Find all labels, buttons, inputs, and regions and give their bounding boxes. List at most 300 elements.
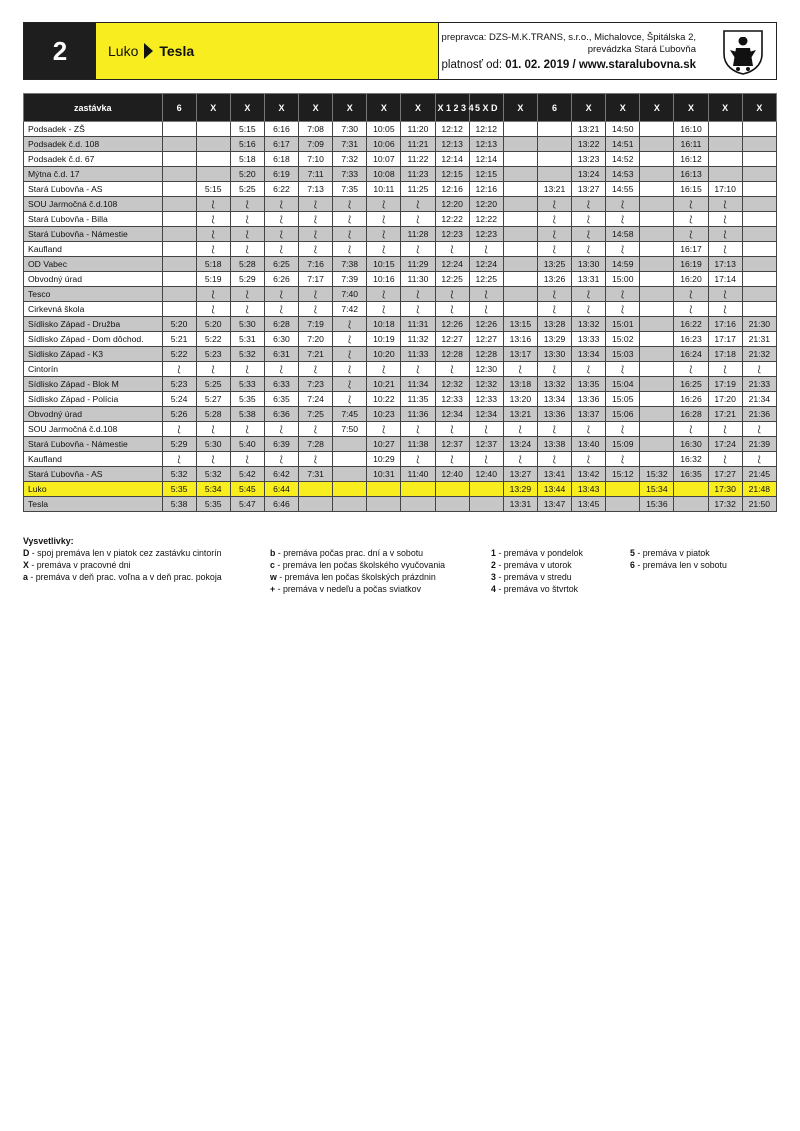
time-cell: ⟅ bbox=[196, 242, 230, 257]
time-cell bbox=[742, 242, 776, 257]
time-cell: 12:23 bbox=[435, 227, 469, 242]
stop-name: Stará Ľubovňa - AS bbox=[24, 467, 163, 482]
time-cell bbox=[503, 257, 537, 272]
time-cell: ⟅ bbox=[606, 287, 640, 302]
legend-item: w - premáva len počas školských prázdnin bbox=[270, 572, 436, 582]
time-cell: ⟅ bbox=[572, 302, 606, 317]
stop-name: SOU Jarmočná č.d.108 bbox=[24, 422, 163, 437]
time-cell: 7:38 bbox=[333, 257, 367, 272]
time-cell: ⟅ bbox=[606, 452, 640, 467]
stop-name: Cirkevná škola bbox=[24, 302, 163, 317]
time-cell: 16:13 bbox=[674, 167, 708, 182]
time-cell: 7:09 bbox=[299, 137, 333, 152]
legend-title: Vysvetlivky: bbox=[23, 536, 74, 546]
column-header-trip: X bbox=[264, 94, 298, 122]
time-cell: 7:31 bbox=[333, 137, 367, 152]
time-cell bbox=[503, 152, 537, 167]
time-cell: 12:37 bbox=[469, 437, 503, 452]
time-cell: ⟅ bbox=[435, 452, 469, 467]
time-cell: 12:20 bbox=[469, 197, 503, 212]
time-cell: 5:35 bbox=[162, 482, 196, 497]
time-cell: ⟅ bbox=[537, 287, 571, 302]
time-cell: ⟅ bbox=[572, 197, 606, 212]
time-cell: 7:45 bbox=[333, 407, 367, 422]
time-cell: 16:30 bbox=[674, 437, 708, 452]
time-cell bbox=[708, 137, 742, 152]
column-header-trip: X bbox=[299, 94, 333, 122]
time-cell bbox=[640, 182, 674, 197]
time-cell: 12:27 bbox=[469, 332, 503, 347]
time-cell: 7:28 bbox=[299, 437, 333, 452]
time-cell bbox=[503, 137, 537, 152]
table-row bbox=[24, 197, 777, 212]
time-cell: 5:28 bbox=[196, 407, 230, 422]
time-cell bbox=[640, 362, 674, 377]
time-cell: 16:23 bbox=[674, 332, 708, 347]
time-cell: 5:25 bbox=[196, 377, 230, 392]
time-cell bbox=[640, 407, 674, 422]
time-cell: 7:10 bbox=[299, 152, 333, 167]
time-cell: 13:32 bbox=[537, 377, 571, 392]
column-header-trip: X bbox=[640, 94, 674, 122]
time-cell bbox=[503, 227, 537, 242]
table-row bbox=[24, 287, 777, 302]
time-cell bbox=[537, 122, 571, 137]
time-cell: ⟅ bbox=[333, 227, 367, 242]
time-cell: 12:14 bbox=[435, 152, 469, 167]
time-cell: 11:28 bbox=[401, 227, 435, 242]
time-cell bbox=[742, 122, 776, 137]
time-cell: 5:15 bbox=[230, 122, 264, 137]
time-cell: ⟅ bbox=[264, 242, 298, 257]
column-header-trip: X bbox=[742, 94, 776, 122]
time-cell: ⟅ bbox=[401, 287, 435, 302]
time-cell: 11:29 bbox=[401, 257, 435, 272]
time-cell: 7:21 bbox=[299, 347, 333, 362]
time-cell: ⟅ bbox=[401, 302, 435, 317]
time-cell: 12:13 bbox=[435, 137, 469, 152]
time-cell: 12:16 bbox=[469, 182, 503, 197]
time-cell: ⟅ bbox=[674, 422, 708, 437]
time-cell: ⟅ bbox=[469, 242, 503, 257]
time-cell bbox=[640, 197, 674, 212]
time-cell bbox=[333, 467, 367, 482]
column-header-trip: X bbox=[367, 94, 401, 122]
time-cell: 16:24 bbox=[674, 347, 708, 362]
time-cell bbox=[640, 377, 674, 392]
time-cell: 16:26 bbox=[674, 392, 708, 407]
operator-info bbox=[438, 23, 776, 79]
table-row bbox=[24, 377, 777, 392]
table-row bbox=[24, 437, 777, 452]
table-row bbox=[24, 347, 777, 362]
time-cell: ⟅ bbox=[299, 197, 333, 212]
time-cell: ⟅ bbox=[572, 242, 606, 257]
time-cell: ⟅ bbox=[230, 302, 264, 317]
time-cell: 5:19 bbox=[196, 272, 230, 287]
time-cell: 11:36 bbox=[401, 407, 435, 422]
time-cell: ⟅ bbox=[435, 362, 469, 377]
time-cell: 13:30 bbox=[537, 347, 571, 362]
time-cell: 16:35 bbox=[674, 467, 708, 482]
time-cell bbox=[742, 227, 776, 242]
stop-name: Sídlisko Západ - K3 bbox=[24, 347, 163, 362]
table-row bbox=[24, 482, 777, 497]
time-cell: 15:01 bbox=[606, 317, 640, 332]
time-cell: ⟅ bbox=[537, 227, 571, 242]
time-cell: ⟅ bbox=[435, 242, 469, 257]
time-cell bbox=[162, 257, 196, 272]
time-cell: 6:35 bbox=[264, 392, 298, 407]
time-cell: 11:25 bbox=[401, 182, 435, 197]
stop-name: Stará Ľubovňa - Námestie bbox=[24, 437, 163, 452]
time-cell: ⟅ bbox=[162, 422, 196, 437]
time-cell: ⟅ bbox=[299, 362, 333, 377]
time-cell: 5:18 bbox=[230, 152, 264, 167]
time-cell: 5:22 bbox=[196, 332, 230, 347]
time-cell: 13:21 bbox=[572, 122, 606, 137]
time-cell: 5:30 bbox=[230, 317, 264, 332]
time-cell: 10:15 bbox=[367, 257, 401, 272]
time-cell bbox=[162, 287, 196, 302]
time-cell: 5:16 bbox=[230, 137, 264, 152]
time-cell: 15:09 bbox=[606, 437, 640, 452]
time-cell: 13:16 bbox=[503, 332, 537, 347]
column-header-stop: zastávka bbox=[24, 94, 163, 122]
time-cell bbox=[162, 152, 196, 167]
stop-name: Sídlisko Západ - Blok M bbox=[24, 377, 163, 392]
time-cell bbox=[606, 497, 640, 512]
time-cell: 5:20 bbox=[196, 317, 230, 332]
timetable-header bbox=[23, 22, 777, 80]
time-cell: ⟅ bbox=[435, 302, 469, 317]
time-cell: 5:40 bbox=[230, 437, 264, 452]
time-cell: 11:33 bbox=[401, 347, 435, 362]
time-cell: 12:33 bbox=[469, 392, 503, 407]
time-cell: 12:12 bbox=[435, 122, 469, 137]
time-cell: 21:33 bbox=[742, 377, 776, 392]
time-cell: ⟅ bbox=[503, 422, 537, 437]
time-cell: 13:34 bbox=[537, 392, 571, 407]
time-cell bbox=[196, 167, 230, 182]
stop-name: Kaufland bbox=[24, 452, 163, 467]
time-cell: 10:23 bbox=[367, 407, 401, 422]
time-cell: 16:17 bbox=[674, 242, 708, 257]
time-cell: 13:24 bbox=[572, 167, 606, 182]
time-cell bbox=[503, 302, 537, 317]
time-cell: ⟅ bbox=[537, 242, 571, 257]
coat-of-arms-icon bbox=[720, 28, 766, 76]
time-cell: 12:34 bbox=[469, 407, 503, 422]
time-cell: 13:15 bbox=[503, 317, 537, 332]
time-cell bbox=[401, 497, 435, 512]
time-cell: 6:17 bbox=[264, 137, 298, 152]
time-cell: 13:45 bbox=[572, 497, 606, 512]
table-row bbox=[24, 452, 777, 467]
stop-name: Sídlisko Západ - Polícia bbox=[24, 392, 163, 407]
time-cell: ⟅ bbox=[333, 197, 367, 212]
route-title bbox=[96, 23, 438, 79]
time-cell: 6:36 bbox=[264, 407, 298, 422]
time-cell: ⟅ bbox=[367, 422, 401, 437]
time-cell: ⟅ bbox=[537, 302, 571, 317]
stop-name: Cintorín bbox=[24, 362, 163, 377]
stop-name: Podsadek - ZŠ bbox=[24, 122, 163, 137]
time-cell bbox=[708, 167, 742, 182]
time-cell: 15:06 bbox=[606, 407, 640, 422]
column-header-trip: X bbox=[674, 94, 708, 122]
time-cell: 13:34 bbox=[572, 347, 606, 362]
time-cell: ⟅ bbox=[708, 362, 742, 377]
table-row bbox=[24, 497, 777, 512]
time-cell: 13:30 bbox=[572, 257, 606, 272]
table-row bbox=[24, 137, 777, 152]
time-cell bbox=[674, 482, 708, 497]
time-cell: 6:18 bbox=[264, 152, 298, 167]
time-cell bbox=[742, 302, 776, 317]
time-cell: 6:16 bbox=[264, 122, 298, 137]
time-cell: ⟅ bbox=[606, 197, 640, 212]
time-cell: 6:31 bbox=[264, 347, 298, 362]
time-cell: 5:28 bbox=[230, 257, 264, 272]
time-cell: ⟅ bbox=[299, 212, 333, 227]
stop-name: Kaufland bbox=[24, 242, 163, 257]
time-cell bbox=[640, 302, 674, 317]
time-cell bbox=[333, 482, 367, 497]
time-cell bbox=[333, 437, 367, 452]
time-cell: 7:35 bbox=[333, 182, 367, 197]
time-cell: 13:22 bbox=[572, 137, 606, 152]
time-cell bbox=[606, 482, 640, 497]
time-cell bbox=[640, 422, 674, 437]
time-cell: 7:31 bbox=[299, 467, 333, 482]
time-cell: 21:32 bbox=[742, 347, 776, 362]
time-cell: 12:24 bbox=[469, 257, 503, 272]
time-cell: 7:39 bbox=[333, 272, 367, 287]
time-cell bbox=[742, 182, 776, 197]
time-cell: 11:38 bbox=[401, 437, 435, 452]
time-cell bbox=[503, 122, 537, 137]
time-cell: ⟅ bbox=[299, 227, 333, 242]
time-cell: 13:40 bbox=[572, 437, 606, 452]
time-cell: ⟅ bbox=[572, 362, 606, 377]
time-cell: ⟅ bbox=[162, 452, 196, 467]
time-cell: ⟅ bbox=[401, 197, 435, 212]
time-cell: ⟅ bbox=[708, 227, 742, 242]
table-row bbox=[24, 167, 777, 182]
time-cell: 7:19 bbox=[299, 317, 333, 332]
time-cell: 12:12 bbox=[469, 122, 503, 137]
time-cell: ⟅ bbox=[606, 212, 640, 227]
time-cell: 14:50 bbox=[606, 122, 640, 137]
time-cell bbox=[742, 272, 776, 287]
time-cell: 16:15 bbox=[674, 182, 708, 197]
time-cell: 5:26 bbox=[162, 407, 196, 422]
time-cell: 5:42 bbox=[230, 467, 264, 482]
time-cell: ⟅ bbox=[674, 362, 708, 377]
time-cell: 7:13 bbox=[299, 182, 333, 197]
time-cell bbox=[708, 122, 742, 137]
column-header-trip: X bbox=[401, 94, 435, 122]
legend-item: c - premáva len počas školského vyučovania bbox=[270, 560, 446, 570]
time-cell: ⟅ bbox=[674, 302, 708, 317]
table-row bbox=[24, 317, 777, 332]
legend-item: 5 - premáva v piatok bbox=[630, 548, 710, 558]
time-cell: 5:29 bbox=[230, 272, 264, 287]
time-cell: 5:23 bbox=[196, 347, 230, 362]
time-cell: 13:35 bbox=[572, 377, 606, 392]
time-cell: 5:32 bbox=[162, 467, 196, 482]
time-cell bbox=[640, 152, 674, 167]
time-cell: ⟅ bbox=[367, 212, 401, 227]
time-cell bbox=[742, 257, 776, 272]
time-cell bbox=[299, 497, 333, 512]
time-cell: ⟅ bbox=[230, 197, 264, 212]
time-cell: 16:10 bbox=[674, 122, 708, 137]
time-cell: ⟅ bbox=[333, 317, 367, 332]
table-row bbox=[24, 122, 777, 137]
table-row bbox=[24, 332, 777, 347]
time-cell bbox=[503, 272, 537, 287]
time-cell: 12:13 bbox=[469, 137, 503, 152]
time-cell bbox=[537, 152, 571, 167]
time-cell: ⟅ bbox=[742, 362, 776, 377]
time-cell: ⟅ bbox=[230, 212, 264, 227]
time-cell: 17:19 bbox=[708, 377, 742, 392]
time-cell: 13:17 bbox=[503, 347, 537, 362]
time-cell: 13:31 bbox=[503, 497, 537, 512]
time-cell: 12:28 bbox=[435, 347, 469, 362]
time-cell: 5:23 bbox=[162, 377, 196, 392]
time-cell: ⟅ bbox=[606, 242, 640, 257]
column-header-trip: X bbox=[230, 94, 264, 122]
time-cell: 13:41 bbox=[537, 467, 571, 482]
time-cell: 5:20 bbox=[230, 167, 264, 182]
time-cell bbox=[742, 197, 776, 212]
time-cell: 10:11 bbox=[367, 182, 401, 197]
time-cell: 6:22 bbox=[264, 182, 298, 197]
time-cell: 11:30 bbox=[401, 272, 435, 287]
time-cell: ⟅ bbox=[333, 392, 367, 407]
time-cell: 13:32 bbox=[572, 317, 606, 332]
time-cell: ⟅ bbox=[299, 302, 333, 317]
time-cell: 12:40 bbox=[435, 467, 469, 482]
time-cell bbox=[708, 152, 742, 167]
time-cell: ⟅ bbox=[401, 242, 435, 257]
time-cell: 14:59 bbox=[606, 257, 640, 272]
time-cell: ⟅ bbox=[367, 242, 401, 257]
time-cell: ⟅ bbox=[503, 452, 537, 467]
time-cell: ⟅ bbox=[401, 212, 435, 227]
time-cell bbox=[640, 257, 674, 272]
time-cell bbox=[640, 332, 674, 347]
legend-item: X - premáva v pracovné dni bbox=[23, 560, 131, 570]
time-cell: 11:23 bbox=[401, 167, 435, 182]
time-cell: ⟅ bbox=[742, 452, 776, 467]
operator-line2: prevádzka Stará Ľubovňa bbox=[587, 44, 696, 55]
time-cell bbox=[162, 137, 196, 152]
route-to: Tesla bbox=[159, 43, 195, 59]
time-cell: 10:06 bbox=[367, 137, 401, 152]
column-header-trip: 6 bbox=[537, 94, 571, 122]
time-cell: 6:19 bbox=[264, 167, 298, 182]
time-cell: 12:32 bbox=[469, 377, 503, 392]
time-cell: 12:34 bbox=[435, 407, 469, 422]
route-from: Luko bbox=[108, 43, 139, 59]
time-cell: ⟅ bbox=[196, 227, 230, 242]
time-cell: ⟅ bbox=[708, 452, 742, 467]
arrow-right-icon bbox=[144, 43, 153, 59]
time-cell: 12:24 bbox=[435, 257, 469, 272]
legend-item: 3 - premáva v stredu bbox=[491, 572, 572, 582]
column-header-trip: X bbox=[606, 94, 640, 122]
time-cell: ⟅ bbox=[299, 422, 333, 437]
time-cell: 7:42 bbox=[333, 302, 367, 317]
time-cell: 17:10 bbox=[708, 182, 742, 197]
time-cell: 7:40 bbox=[333, 287, 367, 302]
table-row bbox=[24, 182, 777, 197]
time-cell: ⟅ bbox=[264, 197, 298, 212]
time-cell: 21:34 bbox=[742, 392, 776, 407]
time-cell: 7:33 bbox=[333, 167, 367, 182]
time-cell bbox=[537, 137, 571, 152]
time-cell: ⟅ bbox=[230, 227, 264, 242]
time-cell: ⟅ bbox=[367, 287, 401, 302]
time-cell: 7:23 bbox=[299, 377, 333, 392]
time-cell: 11:40 bbox=[401, 467, 435, 482]
time-cell: ⟅ bbox=[333, 212, 367, 227]
table-row bbox=[24, 302, 777, 317]
legend-item: + - premáva v nedeľu a počas sviatkov bbox=[270, 584, 421, 594]
time-cell: ⟅ bbox=[537, 212, 571, 227]
time-cell: ⟅ bbox=[503, 362, 537, 377]
time-cell: ⟅ bbox=[230, 452, 264, 467]
time-cell bbox=[469, 482, 503, 497]
time-cell: 13:25 bbox=[537, 257, 571, 272]
time-cell: 11:20 bbox=[401, 122, 435, 137]
time-cell bbox=[503, 212, 537, 227]
time-cell: ⟅ bbox=[196, 302, 230, 317]
table-row bbox=[24, 422, 777, 437]
time-cell: 11:21 bbox=[401, 137, 435, 152]
time-cell: 12:15 bbox=[469, 167, 503, 182]
table-row bbox=[24, 467, 777, 482]
time-cell: 12:28 bbox=[469, 347, 503, 362]
time-cell bbox=[742, 137, 776, 152]
time-cell bbox=[162, 227, 196, 242]
time-cell: 13:36 bbox=[572, 392, 606, 407]
time-cell: 5:33 bbox=[230, 377, 264, 392]
stop-name: Sídlisko Západ - Družba bbox=[24, 317, 163, 332]
table-row bbox=[24, 227, 777, 242]
time-cell: 12:30 bbox=[469, 362, 503, 377]
time-cell: 5:21 bbox=[162, 332, 196, 347]
time-cell: ⟅ bbox=[264, 227, 298, 242]
table-row bbox=[24, 392, 777, 407]
time-cell: 15:03 bbox=[606, 347, 640, 362]
time-cell: 7:20 bbox=[299, 332, 333, 347]
time-cell: 7:16 bbox=[299, 257, 333, 272]
time-cell: 15:04 bbox=[606, 377, 640, 392]
column-header-trip: X 1 2 3 4 bbox=[435, 94, 469, 122]
time-cell: ⟅ bbox=[367, 197, 401, 212]
time-cell bbox=[162, 272, 196, 287]
time-cell: 13:20 bbox=[503, 392, 537, 407]
time-cell bbox=[640, 317, 674, 332]
time-cell: 7:32 bbox=[333, 152, 367, 167]
time-cell: 10:19 bbox=[367, 332, 401, 347]
time-cell: 6:39 bbox=[264, 437, 298, 452]
